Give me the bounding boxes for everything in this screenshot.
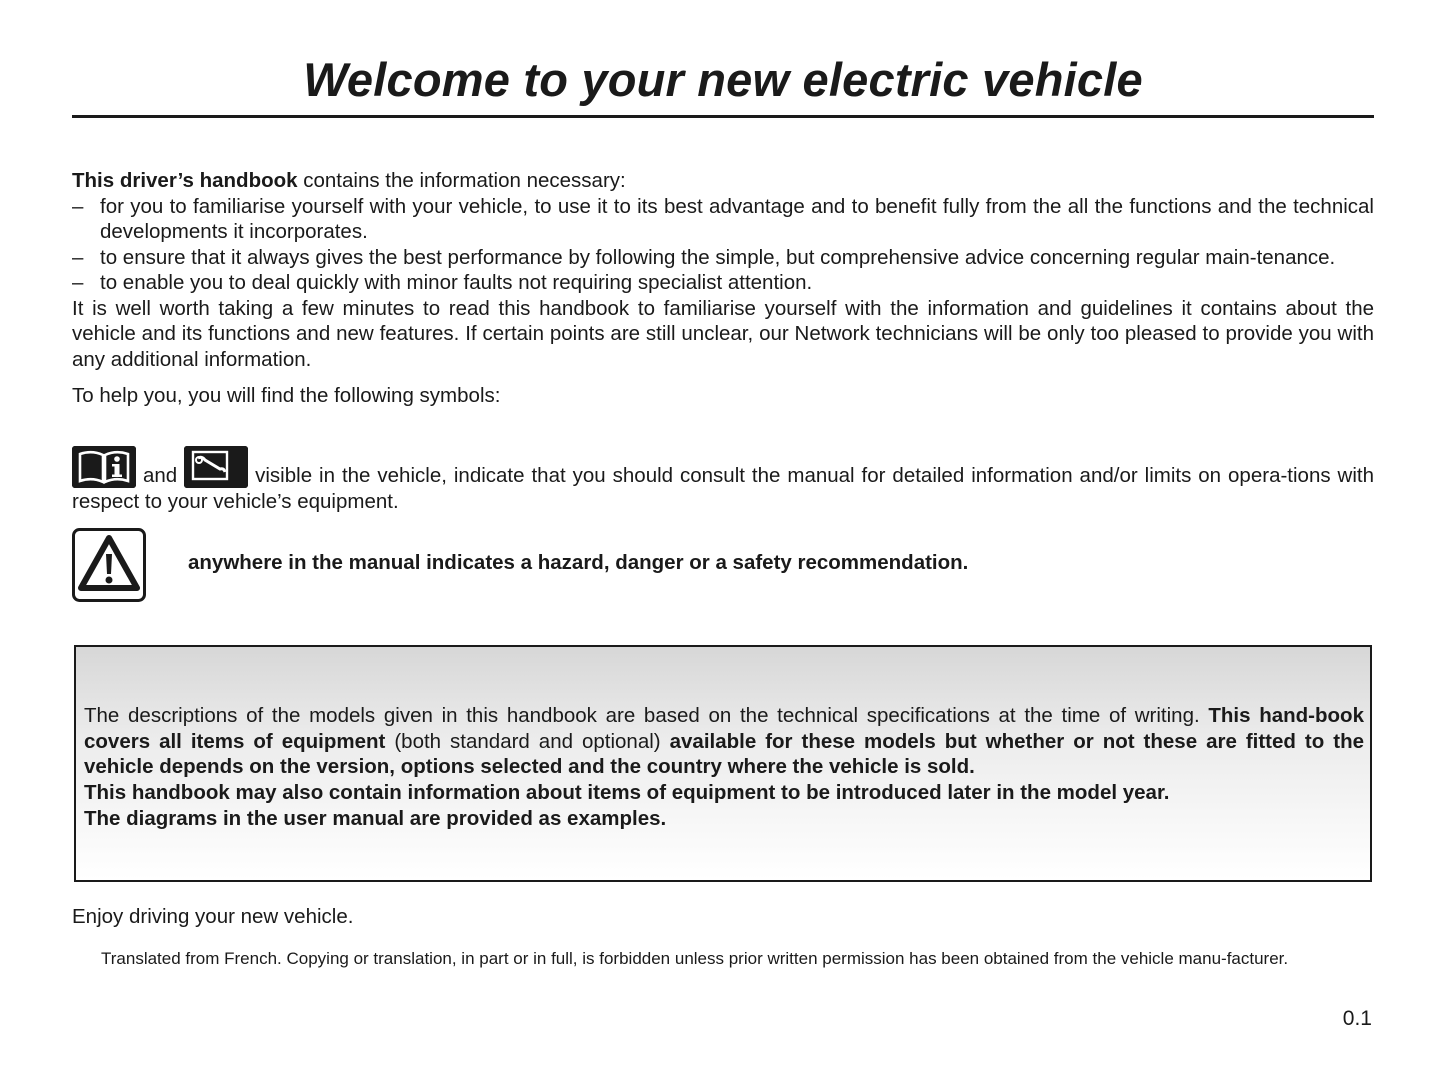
notice-line-3: The diagrams in the user manual are provided as examples. bbox=[84, 806, 667, 830]
list-item-text: to ensure that it always gives the best performance by following the simple, but comprehensive advice concerning regular main-tenance. bbox=[100, 245, 1336, 269]
notice-line-2: This handbook may also contain information about items of equipment to be introduced later in the model year. bbox=[84, 781, 1170, 805]
intro-lead-rest: contains the information necessary: bbox=[297, 169, 626, 192]
intro-section bbox=[72, 168, 1374, 409]
closing-line: Enjoy driving your new vehicle. bbox=[72, 905, 354, 928]
intro-lead-bold: This driver’s handbook bbox=[72, 169, 298, 192]
notice-part-3: (both standard and optional) bbox=[385, 729, 670, 753]
notice-box bbox=[74, 645, 1372, 882]
notice-text bbox=[84, 703, 1364, 832]
title-divider bbox=[72, 115, 1374, 118]
intro-paragraph: It is well worth taking a few minutes to read this handbook to familiarise yourself with the information and guidelines it contains about the vehicle and its functions and new features. If certain points are still unclear, our Network technicians will be only too pleased to provide you with any additional information. bbox=[72, 296, 1374, 371]
page-number: 0.1 bbox=[1342, 1007, 1372, 1030]
manual-book-icon bbox=[72, 446, 136, 488]
wrench-icon bbox=[184, 446, 248, 488]
symbols-and: and bbox=[142, 464, 178, 487]
list-dash: – bbox=[72, 245, 84, 269]
hazard-row bbox=[72, 528, 1374, 602]
symbols-heading: To help you, you will find the following symbols: bbox=[72, 384, 501, 407]
list-dash: – bbox=[72, 271, 84, 294]
notice-part-4: available for these models but whether or not these are fitted to the vehicle depends on the version, options selected and the country where the vehicle is sold. bbox=[84, 729, 1364, 779]
list-item bbox=[72, 194, 1374, 245]
list-item bbox=[72, 270, 1374, 296]
page-title: Welcome to your new electric vehicle bbox=[303, 53, 1143, 106]
list-item bbox=[72, 245, 1374, 271]
list-item-text: for you to familiarise yourself with your vehicle, to use it to its best advantage and to benefit fully from the all the functions and the technical developments it incorporates. bbox=[100, 194, 1374, 243]
list-dash: – bbox=[72, 194, 84, 218]
symbols-description-text: visible in the vehicle, indicate that you should consult the manual for detailed information and/or limits on opera-tions with respect to your vehicle’s equipment. bbox=[72, 464, 1375, 513]
hazard-text: anywhere in the manual indicates a hazard, danger or a safety recommendation. bbox=[188, 551, 969, 574]
warning-triangle-icon bbox=[72, 528, 146, 602]
notice-part-2: This hand-book covers all items of equipment bbox=[84, 704, 1364, 753]
copyright-footnote: Translated from French. Copying or translation, in part or in full, is forbidden unless prior written permission has been obtained from the vehicle manu-facturer. bbox=[101, 949, 1289, 968]
notice-part-1: The descriptions of the models given in this handbook are based on the technical specifications at the time of writing. bbox=[84, 704, 1209, 727]
intro-lead bbox=[72, 168, 1374, 194]
list-item-text: to enable you to deal quickly with minor faults not requiring specialist attention. bbox=[100, 271, 813, 294]
symbols-description bbox=[72, 446, 1374, 514]
